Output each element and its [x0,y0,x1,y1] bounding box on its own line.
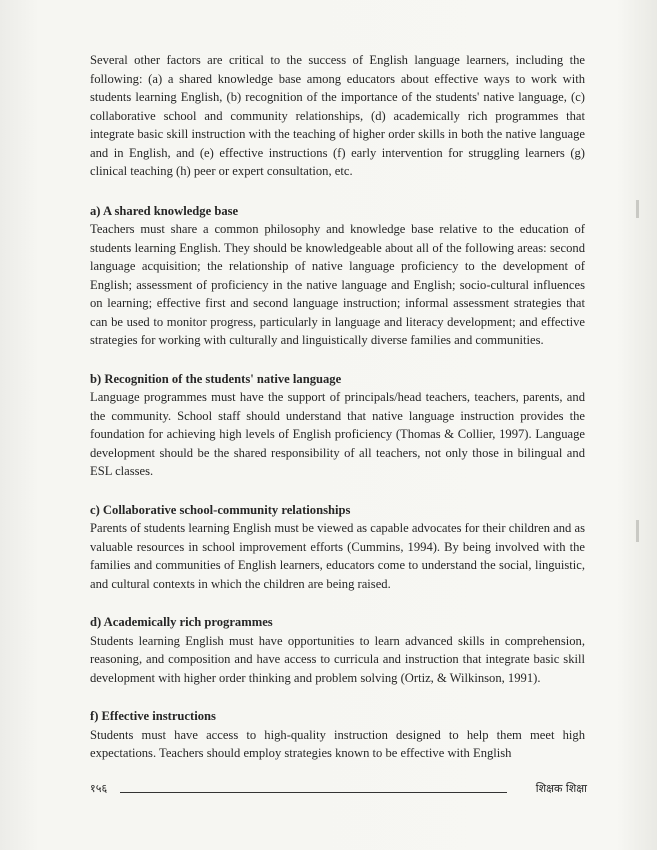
body-text [90,51,585,783]
page-footer [90,781,587,801]
section-body: Students learning English must have opportunities to learn advanced skills in comprehension, reasoning, and composition and have access to curricula and instruction that integrate basic skill development with higher order thinking and problem solving (Ortiz, & Wilkinson, 1991). [90,633,585,685]
section-heading: a) A shared knowledge base [90,203,239,218]
section-heading: b) Recognition of the students' native language [90,371,342,386]
section-heading: f) Effective instructions [90,709,216,723]
section-heading: d) Academically rich programmes [90,615,273,629]
journal-title: शिक्षक शिक्षा [535,782,587,795]
section-body: Language programmes must have the support of principals/head teachers, teachers, parents, and the community. School staff should understand that native language instruction provides the foundation for achieving high levels of English proficiency (Thomas & Collier, 1997). Language development should be the shared responsibility of all teachers, not only those in bilingual and ESL classes. [90,390,585,478]
page-number: १५६ [90,782,108,795]
intro-paragraph: Several other factors are critical to the success of English language learners, including the following: (a) a shared knowledge base among educators about effective ways to work with students learning English, (b) recognition of the importance of the students' native language, (c) collaborative school and community relationships, (d) academically rich programmes that integrate basic skill instruction with the teaching of higher order skills in both the native language and in English, and (e) effective instructions (f) early intervention for struggling learners (g) clinical teaching (h) peer or expert consultation, etc. [90,53,585,178]
section-body: Teachers must share a common philosophy and knowledge base relative to the education of students learning English. They should be knowledgeable about all of the following areas: second language acquisition; the relationship of native language proficiency to the development of English; assessment of proficiency in the native language and English; socio-cultural influences on learning; effective first and second language instruction; informal assessment strategies that can be used to monitor progress, particularly in language and literacy development; and effective strategies for working with culturally and linguistically diverse families and communities. [90,222,585,347]
section-c [90,501,585,594]
section-f [90,707,585,763]
section-a [90,202,585,350]
section-heading: c) Collaborative school-community relationships [90,502,351,517]
section-b [90,370,585,481]
section-d [90,613,585,687]
section-body: Parents of students learning English must be viewed as capable advocates for their children and as valuable resources in school improvement efforts (Cummins, 1994). By being involved with the families and communities of English learners, educators come to understand the social, linguistic, and cultural contexts in which the children are being raised. [90,521,585,591]
section-body: Students must have access to high-quality instruction designed to help them meet high expectations. Teachers should employ strategies known to be effective with English [90,727,585,760]
scan-mark [636,520,639,542]
scan-mark [636,200,639,218]
footer-rule [120,792,507,793]
